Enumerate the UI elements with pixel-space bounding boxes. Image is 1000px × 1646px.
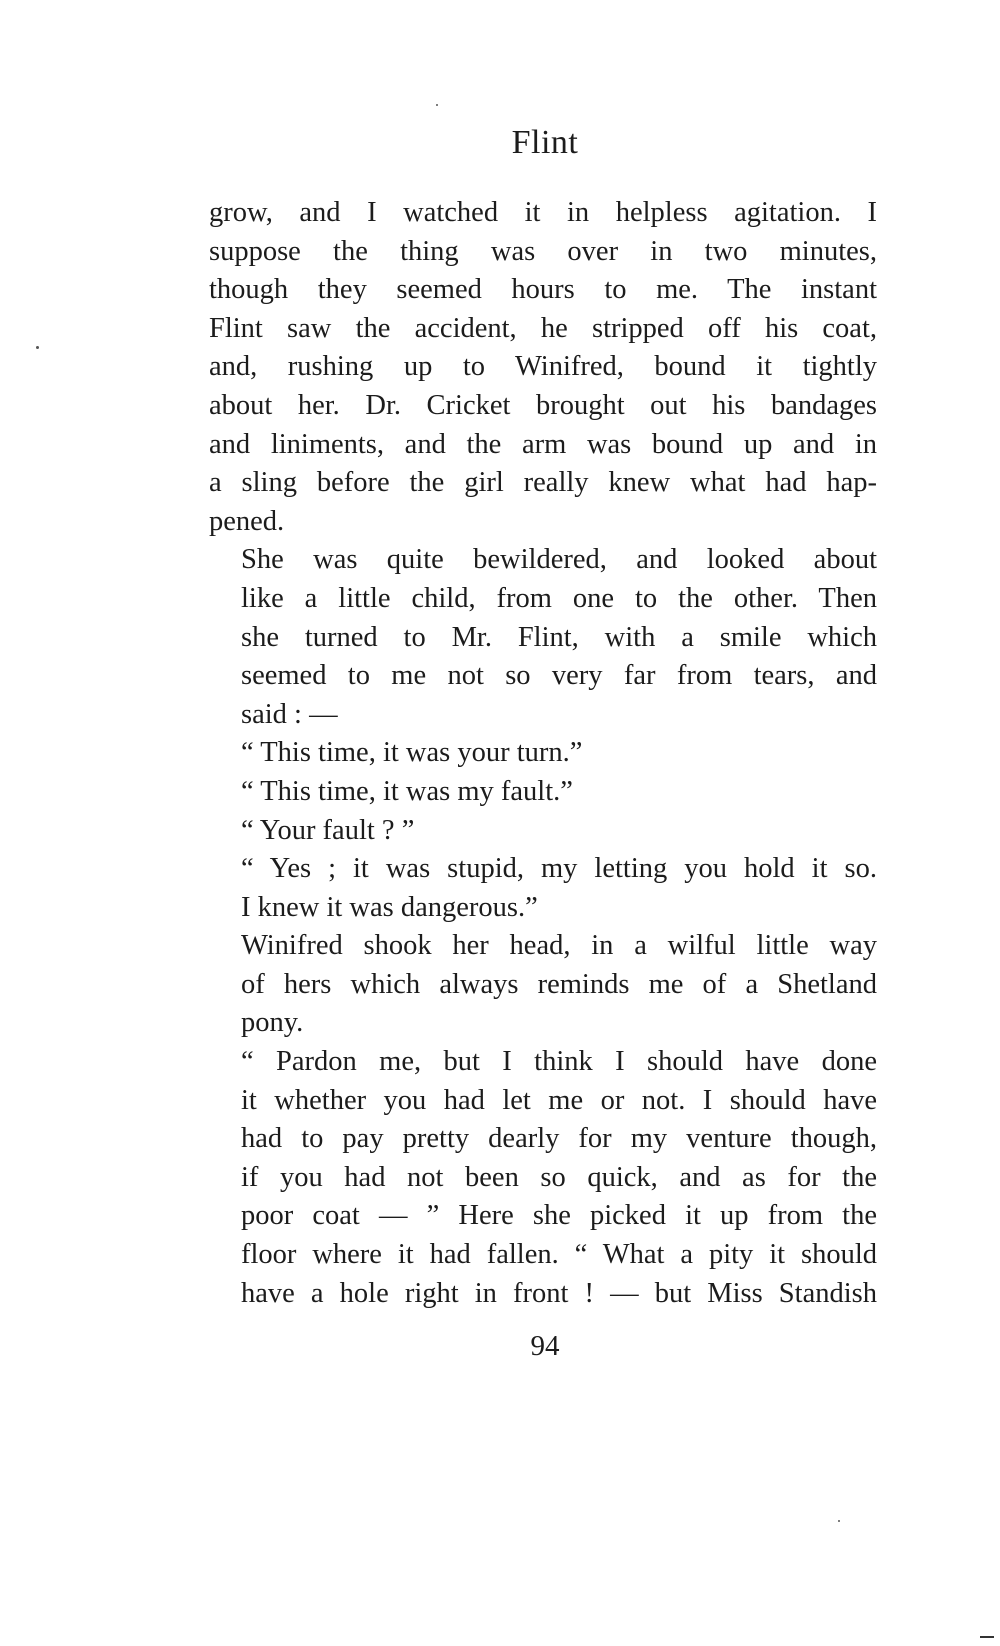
text-line: seemed to me not so very far from tears, and xyxy=(241,660,877,692)
paragraph xyxy=(209,927,877,1043)
scan-speck xyxy=(838,1520,840,1522)
text-line: “ Your fault ? ” xyxy=(241,814,415,846)
text-line: “ This time, it was my fault.” xyxy=(241,775,573,807)
text-line: She was quite bewildered, and looked about xyxy=(241,544,877,576)
paragraph xyxy=(209,773,877,812)
text-line: of hers which always reminds me of a Shetland xyxy=(241,968,877,1000)
text-line: “ Yes ; it was stupid, my letting you hold it so. xyxy=(241,853,877,885)
page-number: 94 xyxy=(530,1330,560,1362)
text-line: Winifred shook her head, in a wilful little way xyxy=(241,930,877,962)
body-text xyxy=(209,194,877,1313)
text-line: “ Pardon me, but I think I should have done xyxy=(241,1046,877,1078)
text-line: pony. xyxy=(241,1007,304,1039)
paragraph xyxy=(209,850,877,927)
text-line: have a hole right in front ! — but Miss Standish xyxy=(241,1277,877,1309)
text-line: about her. Dr. Cricket brought out his bandages xyxy=(209,389,877,421)
text-line: she turned to Mr. Flint, with a smile which xyxy=(241,621,877,653)
text-line: poor coat — ” Here she picked it up from the xyxy=(241,1200,877,1232)
text-line: floor where it had fallen. “ What a pity it should xyxy=(241,1239,877,1271)
text-line: Flint saw the accident, he stripped off his coat, xyxy=(209,312,877,344)
paragraph xyxy=(209,812,877,851)
text-line: grow, and I watched it in helpless agitation. I xyxy=(209,197,877,228)
paragraph xyxy=(209,734,877,773)
paragraph xyxy=(209,1043,877,1313)
paragraph xyxy=(209,194,877,541)
text-line: I knew it was dangerous.” xyxy=(241,891,538,923)
text-line: though they seemed hours to me. The instant xyxy=(209,274,877,306)
scan-mark xyxy=(980,1636,994,1638)
text-line: had to pay pretty dearly for my venture though, xyxy=(241,1123,877,1155)
running-head: Flint xyxy=(511,124,579,161)
text-line: like a little child, from one to the other. Then xyxy=(241,582,877,614)
text-line: if you had not been so quick, and as for the xyxy=(241,1161,877,1193)
paragraph xyxy=(209,541,877,734)
scan-speck xyxy=(36,346,39,349)
text-line: “ This time, it was your turn.” xyxy=(241,737,583,769)
text-line: and, rushing up to Winifred, bound it tightly xyxy=(209,351,877,383)
text-line: suppose the thing was over in two minutes, xyxy=(209,235,877,267)
text-line: it whether you had let me or not. I should have xyxy=(241,1084,877,1116)
scan-speck xyxy=(436,104,438,106)
text-line: pened. xyxy=(209,505,285,537)
text-line: said : — xyxy=(241,698,338,730)
text-line: a sling before the girl really knew what had hap- xyxy=(209,467,877,499)
text-line: and liniments, and the arm was bound up and in xyxy=(209,428,877,460)
